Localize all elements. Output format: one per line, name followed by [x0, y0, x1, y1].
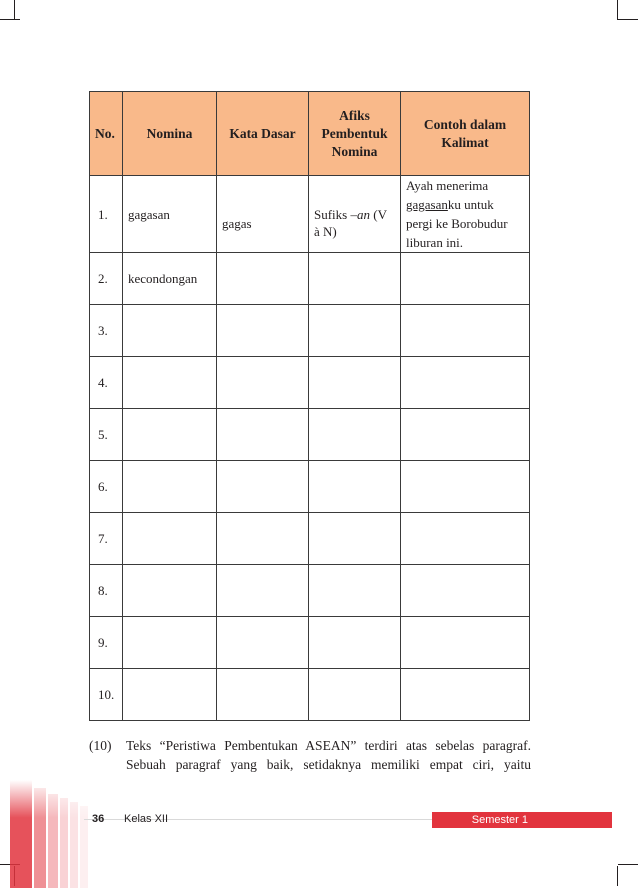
- cell-kata-dasar: [217, 565, 309, 617]
- cell-afiks: [309, 176, 401, 253]
- page-number: 36: [92, 813, 105, 825]
- table-row: [90, 565, 530, 617]
- class-label: Kelas XII: [124, 813, 169, 825]
- cell-contoh: [401, 357, 530, 409]
- cell-nomina: [123, 357, 217, 409]
- cell-kata-dasar: gagas: [217, 176, 309, 253]
- cell-afiks: [309, 565, 401, 617]
- cell-nomina: gagasan: [123, 176, 217, 253]
- cell-nomina: [123, 409, 217, 461]
- paragraph-line-2: Sebuah paragraf yang baik, setidaknya memiliki empat ciri, yaitu: [126, 757, 531, 772]
- table-row: [90, 513, 530, 565]
- cell-nomina: kecondongan: [123, 253, 217, 305]
- cell-no: 5.: [90, 409, 123, 461]
- afiks-text-post: (V: [369, 207, 387, 222]
- header-afiks-line2: Pembentuk: [321, 125, 388, 141]
- cell-afiks: [309, 357, 401, 409]
- cell-kata-dasar: [217, 409, 309, 461]
- cell-no: 6.: [90, 461, 123, 513]
- afiks-text-line2: à N): [314, 224, 337, 239]
- cell-contoh: [401, 617, 530, 669]
- cell-contoh: [401, 409, 530, 461]
- table-row: [90, 669, 530, 721]
- header-afiks-line1: Afiks: [339, 107, 370, 123]
- cell-no: 7.: [90, 513, 123, 565]
- cell-no: 2.: [90, 253, 123, 305]
- table-row: [90, 176, 530, 253]
- header-afiks: [309, 92, 401, 176]
- cell-kata-dasar: [217, 305, 309, 357]
- table-row: [90, 357, 530, 409]
- cell-no: 8.: [90, 565, 123, 617]
- cell-afiks: [309, 617, 401, 669]
- header-kata-dasar: Kata Dasar: [217, 92, 309, 176]
- cell-kata-dasar: [217, 513, 309, 565]
- crop-mark-bottom-right-v: [617, 866, 618, 886]
- cell-contoh: [401, 669, 530, 721]
- paragraph-number: (10): [89, 738, 112, 753]
- table-row: [90, 305, 530, 357]
- cell-nomina: [123, 513, 217, 565]
- contoh-line1: Ayah menerima: [406, 178, 489, 193]
- cell-kata-dasar: [217, 461, 309, 513]
- afiks-text: Sufiks –: [314, 207, 357, 222]
- table-row: [90, 617, 530, 669]
- crop-mark-top-right-h: [618, 19, 638, 20]
- contoh-underlined: gagasan: [406, 197, 448, 212]
- cell-contoh: [401, 565, 530, 617]
- cell-no: 3.: [90, 305, 123, 357]
- cell-no: 4.: [90, 357, 123, 409]
- crop-mark-bottom-right-h: [618, 864, 638, 865]
- body-paragraph: [89, 736, 531, 774]
- cell-afiks: [309, 253, 401, 305]
- table-row: [90, 253, 530, 305]
- cell-contoh: [401, 513, 530, 565]
- cell-nomina: [123, 617, 217, 669]
- header-contoh-line1: Contoh dalam: [423, 116, 507, 132]
- header-afiks-line3: Nomina: [331, 143, 378, 159]
- nomina-table: [89, 91, 530, 721]
- afiks-italic: an: [356, 207, 370, 222]
- contoh-line2-rest: ku untuk: [447, 197, 494, 212]
- cell-nomina: [123, 305, 217, 357]
- header-nomina: Nomina: [123, 92, 217, 176]
- cell-afiks: [309, 669, 401, 721]
- cell-kata-dasar: [217, 669, 309, 721]
- paragraph-text: [126, 736, 531, 774]
- cell-contoh: [401, 461, 530, 513]
- cell-no: 1.: [90, 176, 123, 253]
- cell-contoh: [401, 176, 530, 253]
- crop-mark-top-left-v: [14, 0, 15, 20]
- crop-mark-top-left-h: [0, 19, 20, 20]
- cell-kata-dasar: [217, 357, 309, 409]
- crop-mark-top-right-v: [617, 0, 618, 20]
- paragraph-line-1: Teks “Peristiwa Pembentukan ASEAN” terdiri atas sebelas paragraf.: [126, 738, 531, 753]
- cell-nomina: [123, 565, 217, 617]
- semester-label: Semester 1: [471, 814, 528, 826]
- cell-nomina: [123, 461, 217, 513]
- cell-afiks: [309, 513, 401, 565]
- contoh-line4: liburan ini.: [406, 235, 464, 250]
- header-contoh-line2: Kalimat: [441, 134, 489, 150]
- contoh-line3: pergi ke Borobudur: [406, 216, 508, 231]
- cell-no: 9.: [90, 617, 123, 669]
- table-row: [90, 409, 530, 461]
- table-header-row: [90, 92, 530, 176]
- semester-bar: [432, 812, 612, 828]
- header-contoh: [401, 92, 530, 176]
- cell-afiks: [309, 305, 401, 357]
- cell-nomina: [123, 669, 217, 721]
- table-row: [90, 461, 530, 513]
- cell-contoh: [401, 253, 530, 305]
- cell-no: 10.: [90, 669, 123, 721]
- cell-contoh: [401, 305, 530, 357]
- decorative-stripes: [10, 780, 120, 888]
- cell-kata-dasar: [217, 253, 309, 305]
- header-no: No.: [90, 92, 123, 176]
- cell-afiks: [309, 461, 401, 513]
- cell-kata-dasar: [217, 617, 309, 669]
- cell-afiks: [309, 409, 401, 461]
